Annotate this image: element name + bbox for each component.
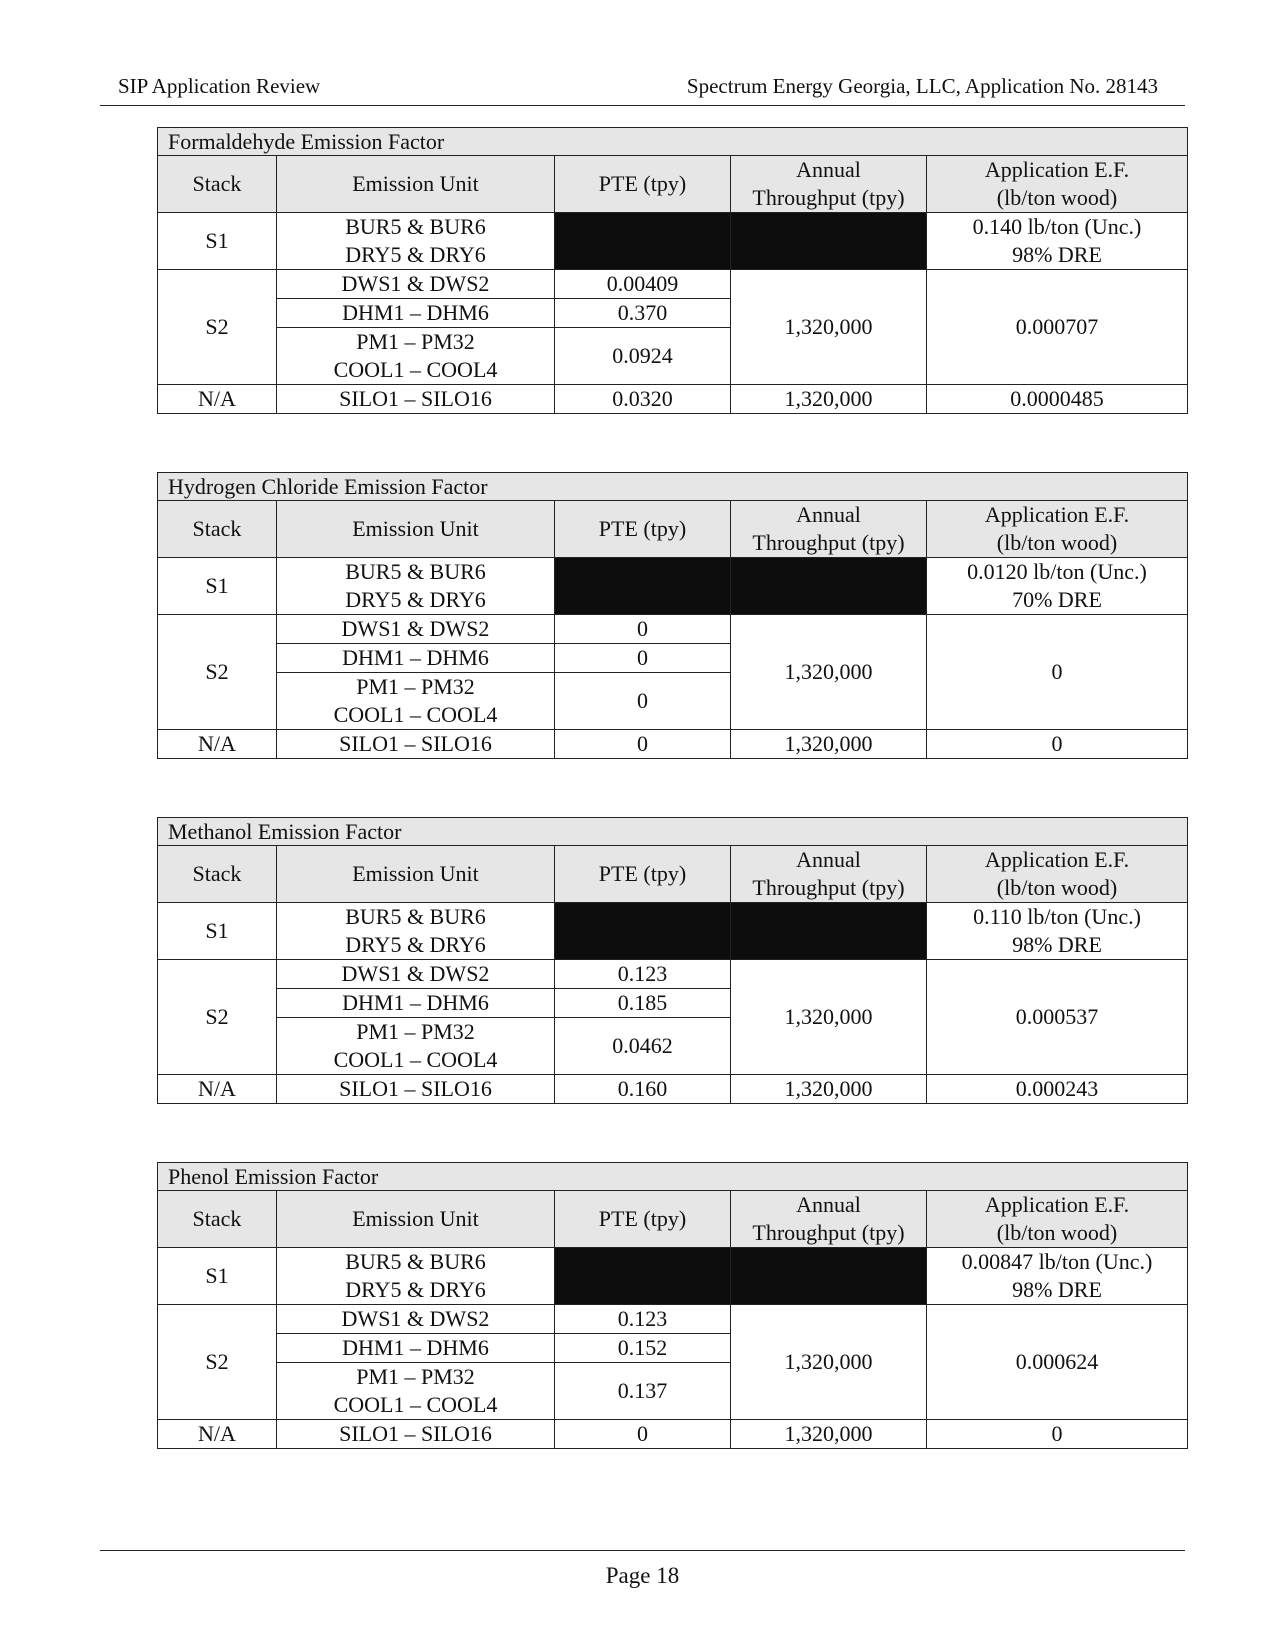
page-header	[100, 70, 1185, 106]
cell-stack: N/A	[158, 1075, 277, 1104]
table-row-s2	[158, 615, 1188, 644]
cell-emission-unit: SILO1 – SILO16	[277, 385, 555, 414]
cell-throughput: 1,320,000	[731, 385, 927, 414]
header-line: Annual	[796, 502, 861, 527]
cell-pte: 0	[555, 730, 731, 759]
header-line: Throughput (tpy)	[752, 875, 905, 900]
column-header-emission-factor	[927, 501, 1188, 558]
column-header-emission-factor	[927, 156, 1188, 213]
cell-emission-factor: 0.0000485	[927, 385, 1188, 414]
cell-emission-unit: DWS1 & DWS2	[277, 270, 555, 299]
header-line: Annual	[796, 847, 861, 872]
redacted-cell	[555, 213, 731, 270]
cell-emission-unit: DHM1 – DHM6	[277, 644, 555, 673]
column-header-emission-factor	[927, 1191, 1188, 1248]
redacted-cell	[555, 903, 731, 960]
cell-pte: 0	[555, 615, 731, 644]
cell-emission-factor: 0	[927, 1420, 1188, 1449]
cell-emission-factor: 0	[927, 730, 1188, 759]
table-row-na	[158, 730, 1188, 759]
cell-emission-unit: DWS1 & DWS2	[277, 615, 555, 644]
header-line: Application E.F.	[984, 502, 1130, 527]
cell-stack: S2	[158, 270, 277, 385]
cell-emission-factor: 0.000243	[927, 1075, 1188, 1104]
cell-stack: N/A	[158, 385, 277, 414]
header-line: Throughput (tpy)	[752, 530, 905, 555]
ef-line: 0.00847 lb/ton (Unc.)	[961, 1249, 1153, 1274]
cell-throughput: 1,320,000	[731, 960, 927, 1075]
cell-emission-factor	[927, 1248, 1188, 1305]
table-title: Hydrogen Chloride Emission Factor	[157, 472, 1188, 500]
cell-emission-unit	[277, 558, 555, 615]
unit-line: COOL1 – COOL4	[333, 1047, 498, 1072]
cell-emission-unit: SILO1 – SILO16	[277, 730, 555, 759]
redacted-cell	[731, 1248, 927, 1305]
table-row-s1	[158, 903, 1188, 960]
cell-throughput: 1,320,000	[731, 270, 927, 385]
header-document-title: SIP Application Review	[118, 74, 321, 98]
ef-line: 98% DRE	[1012, 242, 1102, 267]
ef-line: 0.110 lb/ton (Unc.)	[973, 904, 1141, 929]
column-header-emission-unit: Emission Unit	[277, 501, 555, 558]
unit-line: DRY5 & DRY6	[345, 1277, 486, 1302]
emission-table	[157, 500, 1188, 759]
header-line: (lb/ton wood)	[996, 530, 1118, 555]
table-header-row	[158, 501, 1188, 558]
table-row-s1	[158, 558, 1188, 615]
unit-line: PM1 – PM32	[356, 674, 475, 699]
cell-pte: 0.152	[555, 1334, 731, 1363]
cell-stack: S2	[158, 1305, 277, 1420]
column-header-stack: Stack	[158, 1191, 277, 1248]
column-header-throughput	[731, 846, 927, 903]
table-header-row	[158, 156, 1188, 213]
header-line: (lb/ton wood)	[996, 875, 1118, 900]
column-header-stack: Stack	[158, 156, 277, 213]
header-application-number: Spectrum Energy Georgia, LLC, Application No. 28143	[686, 74, 1158, 98]
table-row-s2	[158, 1305, 1188, 1334]
cell-pte: 0.0462	[555, 1018, 731, 1075]
column-header-throughput	[731, 156, 927, 213]
header-line: Throughput (tpy)	[752, 185, 905, 210]
cell-throughput: 1,320,000	[731, 615, 927, 730]
cell-emission-factor: 0.000624	[927, 1305, 1188, 1420]
column-header-pte: PTE (tpy)	[555, 156, 731, 213]
column-header-pte: PTE (tpy)	[555, 1191, 731, 1248]
unit-line: DRY5 & DRY6	[345, 587, 486, 612]
cell-emission-unit: DHM1 – DHM6	[277, 299, 555, 328]
cell-emission-unit: DWS1 & DWS2	[277, 960, 555, 989]
emission-table	[157, 1190, 1188, 1449]
unit-line: DRY5 & DRY6	[345, 932, 486, 957]
cell-pte: 0.185	[555, 989, 731, 1018]
cell-pte: 0.370	[555, 299, 731, 328]
unit-line: PM1 – PM32	[356, 1364, 475, 1389]
redacted-cell	[555, 558, 731, 615]
cell-emission-unit	[277, 673, 555, 730]
ef-line: 98% DRE	[1012, 1277, 1102, 1302]
emission-factor-table-phenol	[157, 1162, 1188, 1449]
column-header-stack: Stack	[158, 501, 277, 558]
cell-stack: N/A	[158, 730, 277, 759]
redacted-cell	[731, 213, 927, 270]
cell-emission-unit: SILO1 – SILO16	[277, 1075, 555, 1104]
cell-pte: 0	[555, 673, 731, 730]
table-title: Formaldehyde Emission Factor	[157, 127, 1188, 155]
cell-emission-unit: DWS1 & DWS2	[277, 1305, 555, 1334]
emission-table	[157, 155, 1188, 414]
cell-stack: S1	[158, 213, 277, 270]
cell-pte: 0.0924	[555, 328, 731, 385]
unit-line: DRY5 & DRY6	[345, 242, 486, 267]
column-header-pte: PTE (tpy)	[555, 501, 731, 558]
header-line: Annual	[796, 157, 861, 182]
cell-pte: 0.0320	[555, 385, 731, 414]
redacted-cell	[731, 903, 927, 960]
cell-throughput: 1,320,000	[731, 1075, 927, 1104]
table-title: Phenol Emission Factor	[157, 1162, 1188, 1190]
unit-line: COOL1 – COOL4	[333, 357, 498, 382]
cell-stack: S2	[158, 615, 277, 730]
table-row-na	[158, 385, 1188, 414]
page-footer	[100, 1550, 1185, 1588]
unit-line: BUR5 & BUR6	[345, 1249, 486, 1274]
cell-pte: 0.160	[555, 1075, 731, 1104]
column-header-emission-unit: Emission Unit	[277, 1191, 555, 1248]
cell-emission-factor	[927, 213, 1188, 270]
column-header-emission-unit: Emission Unit	[277, 156, 555, 213]
table-title: Methanol Emission Factor	[157, 817, 1188, 845]
unit-line: BUR5 & BUR6	[345, 214, 486, 239]
header-line: Application E.F.	[984, 1192, 1130, 1217]
cell-pte: 0.137	[555, 1363, 731, 1420]
table-header-row	[158, 1191, 1188, 1248]
table-row-s1	[158, 1248, 1188, 1305]
cell-emission-factor: 0	[927, 615, 1188, 730]
cell-stack: S1	[158, 1248, 277, 1305]
page-number: Page 18	[605, 1563, 680, 1588]
redacted-cell	[731, 558, 927, 615]
unit-line: COOL1 – COOL4	[333, 1392, 498, 1417]
column-header-pte: PTE (tpy)	[555, 846, 731, 903]
cell-emission-unit	[277, 1363, 555, 1420]
header-line: Throughput (tpy)	[752, 1220, 905, 1245]
cell-emission-unit: SILO1 – SILO16	[277, 1420, 555, 1449]
cell-stack: N/A	[158, 1420, 277, 1449]
emission-factor-table-formaldehyde	[157, 127, 1188, 414]
cell-emission-unit	[277, 1018, 555, 1075]
header-line: Application E.F.	[984, 157, 1130, 182]
cell-emission-factor	[927, 903, 1188, 960]
table-header-row	[158, 846, 1188, 903]
cell-emission-unit	[277, 903, 555, 960]
cell-emission-factor: 0.000537	[927, 960, 1188, 1075]
header-line: Annual	[796, 1192, 861, 1217]
column-header-emission-unit: Emission Unit	[277, 846, 555, 903]
ef-line: 98% DRE	[1012, 932, 1102, 957]
unit-line: BUR5 & BUR6	[345, 559, 486, 584]
header-line: (lb/ton wood)	[996, 185, 1118, 210]
cell-pte: 0	[555, 644, 731, 673]
unit-line: PM1 – PM32	[356, 1019, 475, 1044]
cell-emission-unit	[277, 1248, 555, 1305]
redacted-cell	[555, 1248, 731, 1305]
cell-stack: S2	[158, 960, 277, 1075]
cell-emission-factor: 0.000707	[927, 270, 1188, 385]
table-row-na	[158, 1420, 1188, 1449]
emission-table	[157, 845, 1188, 1104]
cell-stack: S1	[158, 903, 277, 960]
cell-pte: 0	[555, 1420, 731, 1449]
cell-pte: 0.00409	[555, 270, 731, 299]
cell-pte: 0.123	[555, 960, 731, 989]
ef-line: 0.0120 lb/ton (Unc.)	[967, 559, 1147, 584]
ef-line: 70% DRE	[1012, 587, 1102, 612]
column-header-emission-factor	[927, 846, 1188, 903]
cell-emission-unit: DHM1 – DHM6	[277, 1334, 555, 1363]
emission-factor-table-methanol	[157, 817, 1188, 1104]
table-row-s2	[158, 270, 1188, 299]
cell-emission-unit	[277, 328, 555, 385]
cell-pte: 0.123	[555, 1305, 731, 1334]
table-row-s2	[158, 960, 1188, 989]
table-row-s1	[158, 213, 1188, 270]
cell-throughput: 1,320,000	[731, 1305, 927, 1420]
emission-factor-table-hydrogen-chloride	[157, 472, 1188, 759]
cell-throughput: 1,320,000	[731, 1420, 927, 1449]
column-header-throughput	[731, 1191, 927, 1248]
column-header-throughput	[731, 501, 927, 558]
cell-stack: S1	[158, 558, 277, 615]
header-line: (lb/ton wood)	[996, 1220, 1118, 1245]
cell-emission-unit	[277, 213, 555, 270]
table-row-na	[158, 1075, 1188, 1104]
column-header-stack: Stack	[158, 846, 277, 903]
unit-line: BUR5 & BUR6	[345, 904, 486, 929]
cell-emission-factor	[927, 558, 1188, 615]
cell-emission-unit: DHM1 – DHM6	[277, 989, 555, 1018]
unit-line: COOL1 – COOL4	[333, 702, 498, 727]
unit-line: PM1 – PM32	[356, 329, 475, 354]
cell-throughput: 1,320,000	[731, 730, 927, 759]
ef-line: 0.140 lb/ton (Unc.)	[972, 214, 1142, 239]
header-line: Application E.F.	[984, 847, 1130, 872]
